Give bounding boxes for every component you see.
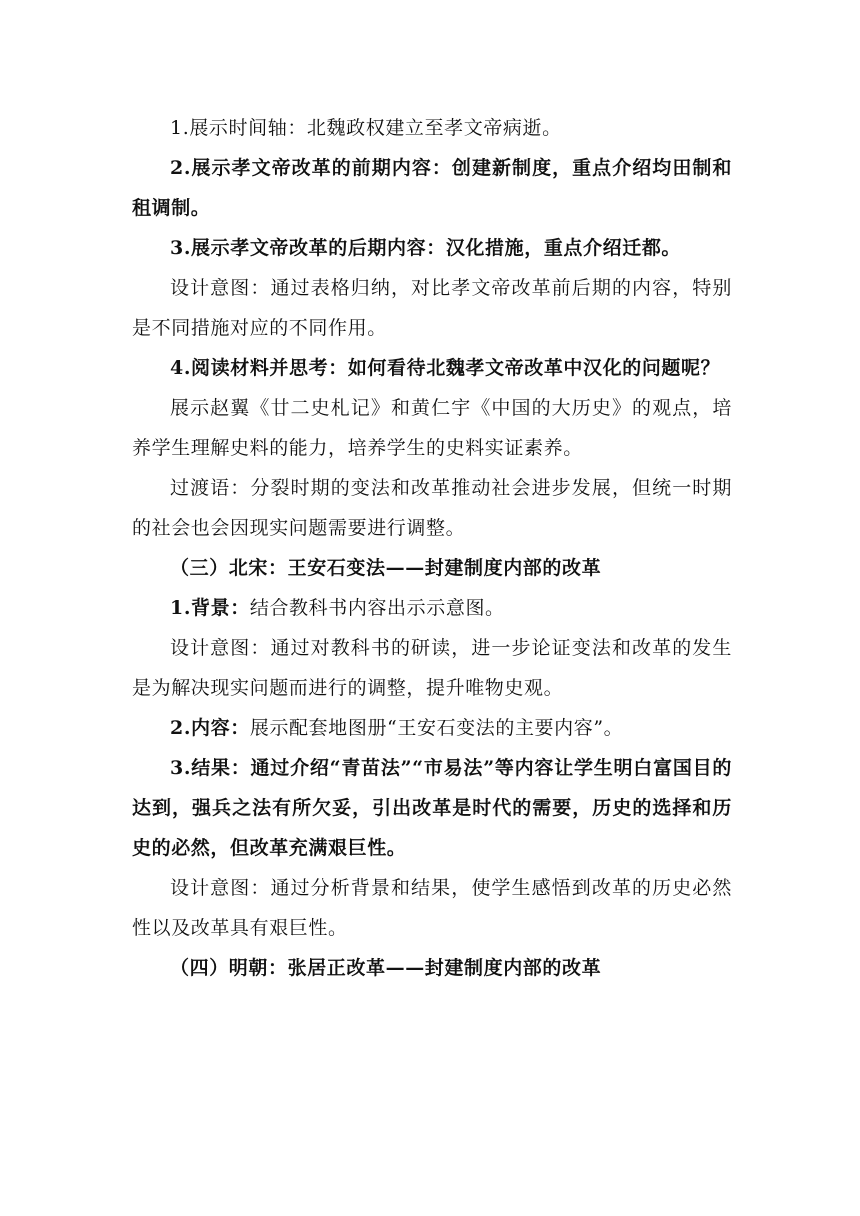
background-label: 1.背景：	[170, 597, 250, 619]
section-heading-ming: （四）明朝：张居正改革——封建制度内部的改革	[170, 957, 602, 979]
paragraph-background	[132, 588, 732, 628]
paragraph-late-reform: 3.展示孝文帝改革的后期内容：汉化措施，重点介绍迁都。	[170, 237, 682, 259]
background-text: 结合教科书内容出示示意图。	[249, 597, 505, 619]
paragraph-design-intent-1: 设计意图：通过表格归纳，对比孝文帝改革前后期的内容，特别是不同措施对应的不同作用。	[132, 277, 732, 339]
paragraph-transition: 过渡语：分裂时期的变法和改革推动社会进步发展，但统一时期的社会也会因现实问题需要进行调整。	[132, 477, 732, 539]
paragraph-design-intent-2: 设计意图：通过对教科书的研读，进一步论证变法和改革的发生是为解决现实问题而进行的调整，提升唯物史观。	[132, 637, 732, 699]
content-text: 展示配套地图册“王安石变法的主要内容”。	[249, 717, 624, 739]
paragraph-result: 3.结果：通过介绍“青苗法”“市易法”等内容让学生明白富国目的达到，强兵之法有所欠妥，引出改革是时代的需要，历史的选择和历史的必然，但改革充满艰巨性。	[132, 757, 732, 859]
content-label: 2.内容：	[170, 717, 250, 739]
paragraph-content	[132, 708, 732, 748]
section-heading-northern-song: （三）北宋：王安石变法——封建制度内部的改革	[170, 557, 602, 579]
paragraph-viewpoints: 展示赵翼《廿二史札记》和黄仁宇《中国的大历史》的观点，培养学生理解史料的能力，培养学生的史料实证素养。	[132, 397, 732, 459]
paragraph-design-intent-3: 设计意图：通过分析背景和结果，使学生感悟到改革的历史必然性以及改革具有艰巨性。	[132, 877, 732, 939]
document-body	[132, 108, 732, 988]
paragraph-timeline: 1.展示时间轴：北魏政权建立至孝文帝病逝。	[170, 117, 562, 139]
paragraph-early-reform: 2.展示孝文帝改革的前期内容：创建新制度，重点介绍均田制和租调制。	[132, 157, 732, 219]
paragraph-reading-question: 4.阅读材料并思考：如何看待北魏孝文帝改革中汉化的问题呢？	[170, 357, 721, 379]
